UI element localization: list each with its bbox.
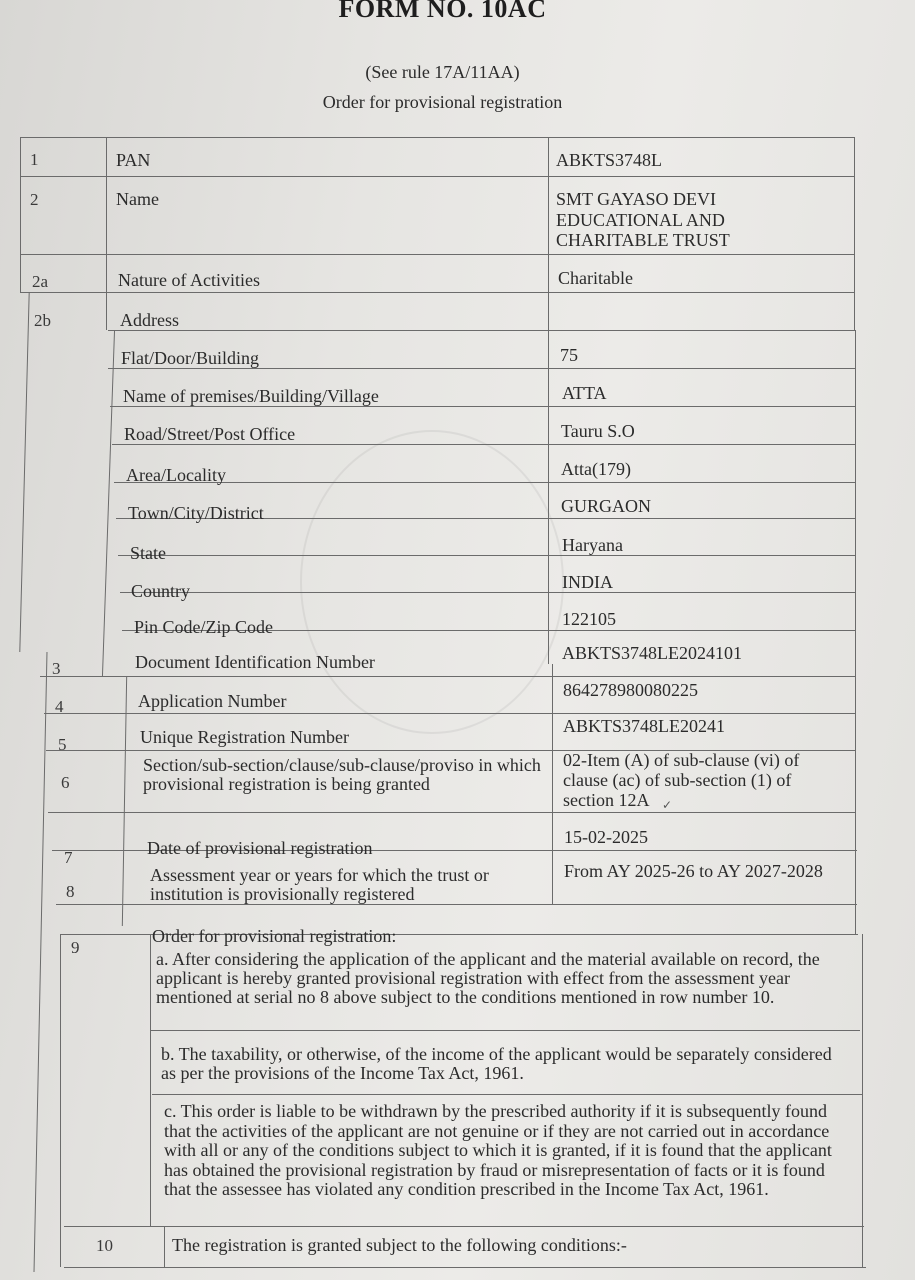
row-divider	[20, 254, 855, 255]
row-number: 1	[30, 150, 39, 169]
column-divider	[854, 137, 855, 330]
row-divider	[112, 444, 856, 445]
address-field-value: ATTA	[562, 383, 607, 403]
row-divider	[64, 1267, 866, 1268]
urn-value: ABKTS3748LE20241	[563, 716, 725, 736]
name-value: SMT GAYASO DEVI EDUCATIONAL AND CHARITABLE TRUST	[556, 189, 730, 250]
row-divider	[152, 1094, 862, 1095]
row-divider	[150, 1030, 860, 1031]
address-field-label: Pin Code/Zip Code	[134, 617, 273, 637]
address-field-label: Name of premises/Building/Village	[123, 386, 379, 406]
order-clause-b: b. The taxability, or otherwise, of the income of the applicant would be separately considered as per the provisions of the Income Tax Act, 1961.	[161, 1044, 832, 1083]
order-label: Order for provisional registration:	[152, 926, 397, 946]
row-divider	[56, 904, 857, 905]
watermark-seal	[300, 430, 564, 734]
date-label: Date of provisional registration	[147, 838, 373, 858]
date-value: 15-02-2025	[564, 827, 648, 847]
row-divider	[108, 330, 855, 331]
row-number: 2b	[34, 311, 51, 330]
address-field-label: State	[130, 543, 166, 563]
order-clause-c: c. This order is liable to be withdrawn by the prescribed authority if it is subsequently found that the activities of the applicant are not genuine or if they are not carried out in accordance with all or any of the conditions subject to which it is granted, if it is found that the applicant has obtained the provisional registration by fraud or misrepresentation of facts or it is found that the assessee has violated any condition prescribed in the Income Tax Act, 1961.	[164, 1101, 832, 1199]
row-number: 8	[66, 882, 75, 901]
column-divider	[20, 137, 21, 292]
row-number: 7	[64, 848, 73, 867]
rule-reference: (See rule 17A/11AA)	[365, 62, 520, 82]
address-field-label: Road/Street/Post Office	[124, 424, 296, 444]
activities-label: Nature of Activities	[118, 270, 260, 290]
row-divider	[20, 176, 855, 177]
row-number: 3	[52, 659, 61, 678]
section-value: 02-Item (A) of sub-clause (vi) of clause (ac) of sub-section (1) of section 12A	[563, 750, 800, 810]
column-divider	[164, 1226, 165, 1267]
address-field-label: Country	[131, 581, 191, 601]
column-divider	[552, 664, 553, 904]
assessment-year-value: From AY 2025-26 to AY 2027-2028	[564, 861, 823, 881]
column-divider	[855, 330, 856, 934]
row-divider	[20, 292, 855, 293]
address-label: Address	[120, 310, 179, 330]
address-field-label: Town/City/District	[128, 503, 264, 523]
address-field-value: Atta(179)	[561, 459, 631, 479]
row-number: 9	[71, 938, 80, 957]
column-divider	[102, 330, 115, 676]
urn-label: Unique Registration Number	[140, 727, 349, 747]
row-divider	[44, 713, 856, 714]
column-divider	[548, 330, 549, 664]
row-number: 4	[55, 697, 64, 716]
row-divider	[118, 555, 856, 556]
row-number: 5	[58, 735, 67, 754]
address-field-value: INDIA	[562, 572, 613, 592]
din-value: ABKTS3748LE2024101	[562, 643, 742, 663]
application-number-label: Application Number	[138, 691, 287, 711]
address-field-value: Tauru S.O	[561, 421, 635, 441]
column-divider	[19, 292, 29, 652]
address-field-value: 122105	[562, 609, 616, 629]
row-number: 6	[61, 773, 70, 792]
order-clause-a: a. After considering the application of the applicant and the material available on record, the applicant is hereby granted provisional registration with effect from the assessment year mentioned at serial no 8 above subject to the conditions mentioned in row number 10.	[156, 949, 820, 1007]
row-divider	[110, 406, 856, 407]
column-divider	[106, 137, 107, 330]
name-label: Name	[116, 189, 159, 209]
row-divider	[108, 368, 856, 369]
column-divider	[150, 934, 151, 1226]
row-divider	[120, 592, 856, 593]
activities-value: Charitable	[558, 268, 633, 288]
conditions-label: The registration is granted subject to the following conditions:-	[172, 1235, 627, 1255]
address-field-value: 75	[560, 345, 578, 365]
column-divider	[862, 934, 863, 1267]
row-divider	[40, 676, 856, 677]
address-field-label: Flat/Door/Building	[121, 348, 260, 368]
din-label: Document Identification Number	[135, 652, 375, 672]
form-title: FORM NO. 10AC	[338, 0, 547, 23]
row-number: 2a	[32, 272, 49, 291]
address-field-value: GURGAON	[561, 496, 651, 516]
form-subtitle: Order for provisional registration	[322, 92, 563, 112]
row-divider	[64, 1226, 864, 1227]
pan-label: PAN	[116, 150, 151, 170]
row-number: 2	[30, 190, 39, 209]
column-divider	[60, 934, 61, 1267]
row-divider	[20, 137, 855, 138]
application-number-value: 864278980080225	[563, 680, 698, 700]
row-divider	[48, 812, 856, 813]
column-divider	[548, 137, 549, 330]
address-field-value: Haryana	[562, 535, 623, 555]
column-divider	[34, 652, 48, 1272]
tick-mark: ✓	[662, 798, 673, 812]
section-label: Section/sub-section/clause/sub-clause/proviso in which provisional registration is being granted	[143, 755, 541, 794]
assessment-year-label: Assessment year or years for which the trust or institution is provisionally registered	[150, 865, 489, 904]
address-field-label: Area/Locality	[126, 465, 226, 485]
pan-value: ABKTS3748L	[556, 150, 663, 170]
row-number: 10	[96, 1236, 113, 1255]
